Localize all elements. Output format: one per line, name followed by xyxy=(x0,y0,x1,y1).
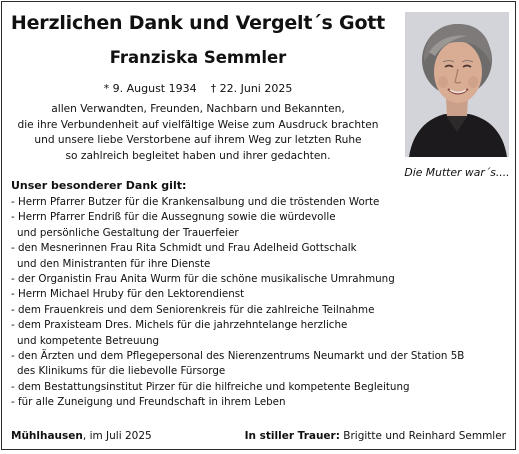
thanks-item-continuation: und kompetente Betreuung xyxy=(17,334,160,347)
place-and-date xyxy=(11,430,152,442)
photo-caption: Die Mutter war´s.... xyxy=(404,166,510,179)
intro-line: und unsere liebe Verstorbene auf ihrem Weg zur letzten Ruhe xyxy=(34,134,362,147)
birth-date: * 9. August 1934 xyxy=(103,82,197,95)
thanks-item: - den Ärzten und dem Pflegepersonal des Nierenzentrums Neumarkt und der Station 5B xyxy=(11,350,465,363)
intro-line: die ihre Verbundenheit auf vielfältige Weise zum Ausdruck brachten xyxy=(17,118,379,131)
portrait-photo xyxy=(405,12,509,157)
thanks-item-continuation: des Klinikums für die liebevolle Fürsorge xyxy=(17,365,226,378)
thanks-item: - für alle Zuneigung und Freundschaft in ihrem Leben xyxy=(11,396,286,409)
mourners-label: In stiller Trauer: xyxy=(244,430,340,442)
death-date: † 22. Juni 2025 xyxy=(210,82,293,95)
portrait-illustration xyxy=(405,12,509,157)
thanks-item-continuation: und den Ministranten für ihre Dienste xyxy=(17,257,211,270)
thanks-item: - Herrn Pfarrer Butzer für die Krankensalbung und die tröstenden Worte xyxy=(11,196,380,208)
thanks-heading: Unser besonderer Dank gilt: xyxy=(11,179,187,192)
thanks-item-continuation: und persönliche Gestaltung der Trauerfeier xyxy=(17,226,239,239)
thanks-item: - Herrn Pfarrer Endriß für die Aussegnung sowie die würdevolle xyxy=(11,211,336,224)
life-dates xyxy=(2,82,394,95)
thanks-item: - Herrn Michael Hruby für den Lektorendienst xyxy=(11,288,245,301)
thanks-item: - dem Frauenkreis und dem Seniorenkreis für die zahlreiche Teilnahme xyxy=(11,303,375,316)
thanks-item: - dem Praxisteam Dres. Michels für die jahrzehntelange herzliche xyxy=(11,319,348,332)
thanks-item: - den Mesnerinnen Frau Rita Schmidt und Frau Adelheid Gottschalk xyxy=(11,242,357,255)
place: Mühlhausen xyxy=(11,430,83,442)
intro-line: allen Verwandten, Freunden, Nachbarn und Bekannten, xyxy=(51,103,345,115)
intro-text xyxy=(2,102,394,164)
mourners-names: Brigitte und Reinhard Semmler xyxy=(339,430,506,442)
date: , im Juli 2025 xyxy=(82,430,152,442)
mourners xyxy=(245,430,506,442)
intro-line: so zahlreich begleitet haben und ihrer gedachten. xyxy=(65,149,331,162)
deceased-name: Franziska Semmler xyxy=(109,48,287,67)
thanks-list xyxy=(11,195,511,411)
obituary-thank-you-notice xyxy=(1,1,516,450)
thanks-item: - der Organistin Frau Anita Wurm für die schöne musikalische Umrahmung xyxy=(11,273,395,286)
notice-title: Herzlichen Dank und Vergelt´s Gott xyxy=(10,12,386,34)
thanks-item: - dem Bestattungsinstitut Pirzer für die hilfreiche und kompetente Begleitung xyxy=(11,380,410,393)
